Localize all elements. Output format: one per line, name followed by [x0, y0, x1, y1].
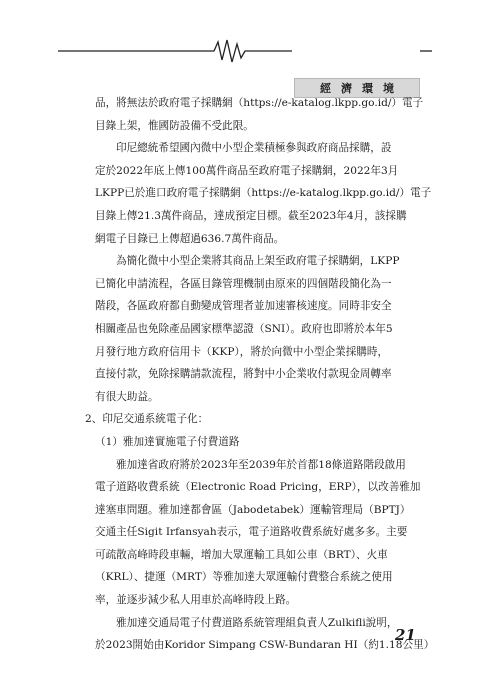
heartbeat-line-icon: [0, 38, 480, 68]
text-line: 定於2022年底上傳100萬件商品至政府電子採購網，2022年3月: [95, 164, 399, 177]
text-line: 於2023開始由Koridor Simpang CSW-Bundaran HI（約1.18公里）: [95, 639, 435, 652]
text-line: 目錄上傳21.3萬件商品，達成預定目標。截至2023年4月，該採購: [95, 209, 407, 222]
subsection-heading: （1）雅加達實施電子付費道路: [95, 435, 240, 448]
text-line: 交通主任Sigit Irfansyah表示，電子道路收費系統好處多多。主要: [95, 526, 408, 539]
text-line: 雅加達省政府將於2023年至2039年於首都18條道路階段啟用: [116, 458, 406, 471]
section-heading: 2、印尼交通系統電子化：: [85, 413, 209, 426]
text-line: 相關產品也免除產品國家標準認證（SNI）。政府也即將於本年5: [95, 322, 393, 335]
page-body: [85, 92, 435, 657]
paragraph: [95, 250, 417, 408]
text-line: 已簡化申請流程，各區目錄管理機制由原來的四個階段簡化為一: [95, 277, 392, 290]
text-line: 目錄上架，惟國防設備不受此限。: [95, 119, 254, 132]
text-line: （KRL）、捷運（MRT）等雅加達大眾運輸付費整合系統之使用: [95, 571, 393, 584]
paragraph: [95, 92, 424, 137]
text-line: 有很大助益。: [95, 390, 159, 403]
page-header: [0, 38, 480, 95]
text-line: 率，並逐步減少私人用車於高峰時段上路。: [95, 594, 297, 607]
text-line: 印尼總統希望國內微中小型企業積極參與政府商品採購，設: [116, 142, 392, 155]
text-line: 為簡化微中小型企業將其商品上架至政府電子採購網，LKPP: [116, 255, 400, 268]
text-line: 雅加達交通局電子付費道路系統管理組負責人Zulkifli說明，: [116, 616, 398, 629]
text-line: 網電子目錄已上傳超過636.7萬件商品。: [95, 232, 285, 245]
text-line: 月發行地方政府信用卡（KKP），將於向微中小型企業採購時，: [95, 345, 389, 358]
text-line: 可疏散高峰時段車輛，增加大眾運輸工具如公車（BRT）、火車: [95, 548, 388, 561]
text-line: LKPP已於進口政府電子採購網（https://e-katalog.lkpp.go.id/）電子: [95, 187, 432, 200]
text-line: 階段，各區政府都自動變成管理者並加速審核速度。同時非安全: [95, 300, 392, 313]
section-label: 經濟環境: [294, 78, 420, 98]
paragraph: [95, 454, 421, 612]
text-line: 品，將無法於政府電子採購網（https://e-katalog.lkpp.go.id/）電子: [95, 97, 424, 109]
text-line: 達塞車問題。雅加達都會區（Jabodetabek）運輸管理局（BPTJ）: [95, 503, 411, 516]
text-line: 直接付款，免除採購請款流程，將對中小企業收付款現金周轉率: [95, 368, 392, 381]
paragraph: [95, 137, 432, 250]
page-number: 21: [395, 626, 416, 644]
paragraph: [95, 612, 435, 657]
text-line: 電子道路收費系統（Electronic Road Pricing，ERP），以改善雅加: [95, 481, 421, 494]
